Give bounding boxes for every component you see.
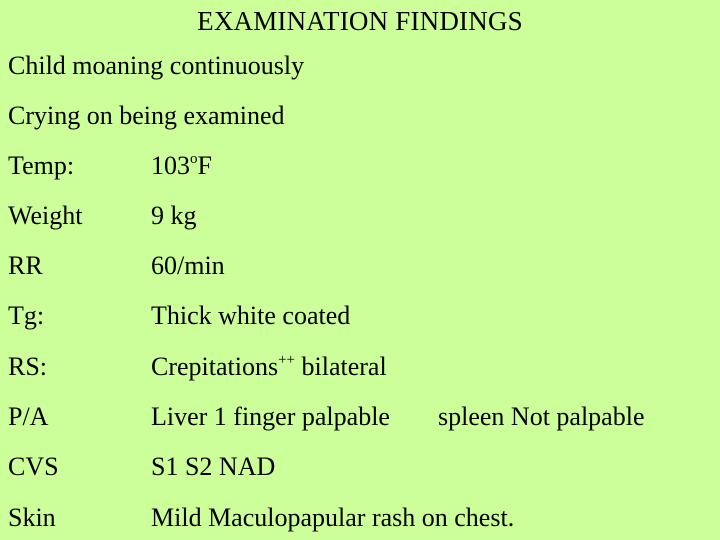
finding-value: 9 kg	[151, 201, 197, 230]
finding-label: Temp:	[8, 151, 75, 180]
finding-value: Liver 1 finger palpable	[151, 402, 390, 431]
finding-line-crying: Crying on being examined	[8, 101, 285, 130]
finding-value-text: Crepitations	[151, 352, 279, 381]
finding-line-moaning: Child moaning continuously	[8, 51, 305, 80]
finding-label: CVS	[8, 452, 59, 481]
finding-extra-value: spleen Not palpable	[438, 402, 645, 431]
finding-label: P/A	[8, 402, 49, 431]
finding-row-tongue	[0, 301, 720, 335]
finding-value-unit: F	[197, 151, 212, 180]
finding-label: Tg:	[8, 301, 45, 330]
finding-row-skin	[0, 503, 720, 537]
finding-label: Skin	[8, 503, 56, 532]
finding-row-cvs	[0, 452, 720, 486]
finding-value: S1 S2 NAD	[151, 452, 276, 481]
finding-value-suffix: bilateral	[295, 352, 387, 381]
plus-superscript: ++	[278, 352, 296, 368]
finding-value: Thick white coated	[151, 301, 351, 330]
finding-row-rs	[0, 352, 720, 386]
finding-row-pa	[0, 402, 720, 436]
degree-superscript: o	[190, 151, 198, 167]
finding-value	[151, 352, 387, 382]
finding-row-temp	[0, 151, 720, 185]
page-title: EXAMINATION FINDINGS	[197, 6, 523, 36]
finding-value: 60/min	[151, 251, 225, 280]
finding-row-weight	[0, 201, 720, 235]
finding-label: RR	[8, 251, 43, 280]
finding-label: Weight	[8, 201, 83, 230]
finding-value-number: 103	[151, 151, 190, 180]
finding-row-rr	[0, 251, 720, 285]
finding-value	[151, 151, 212, 181]
finding-value: Mild Maculopapular rash on chest.	[151, 503, 515, 532]
finding-label: RS:	[8, 352, 48, 381]
